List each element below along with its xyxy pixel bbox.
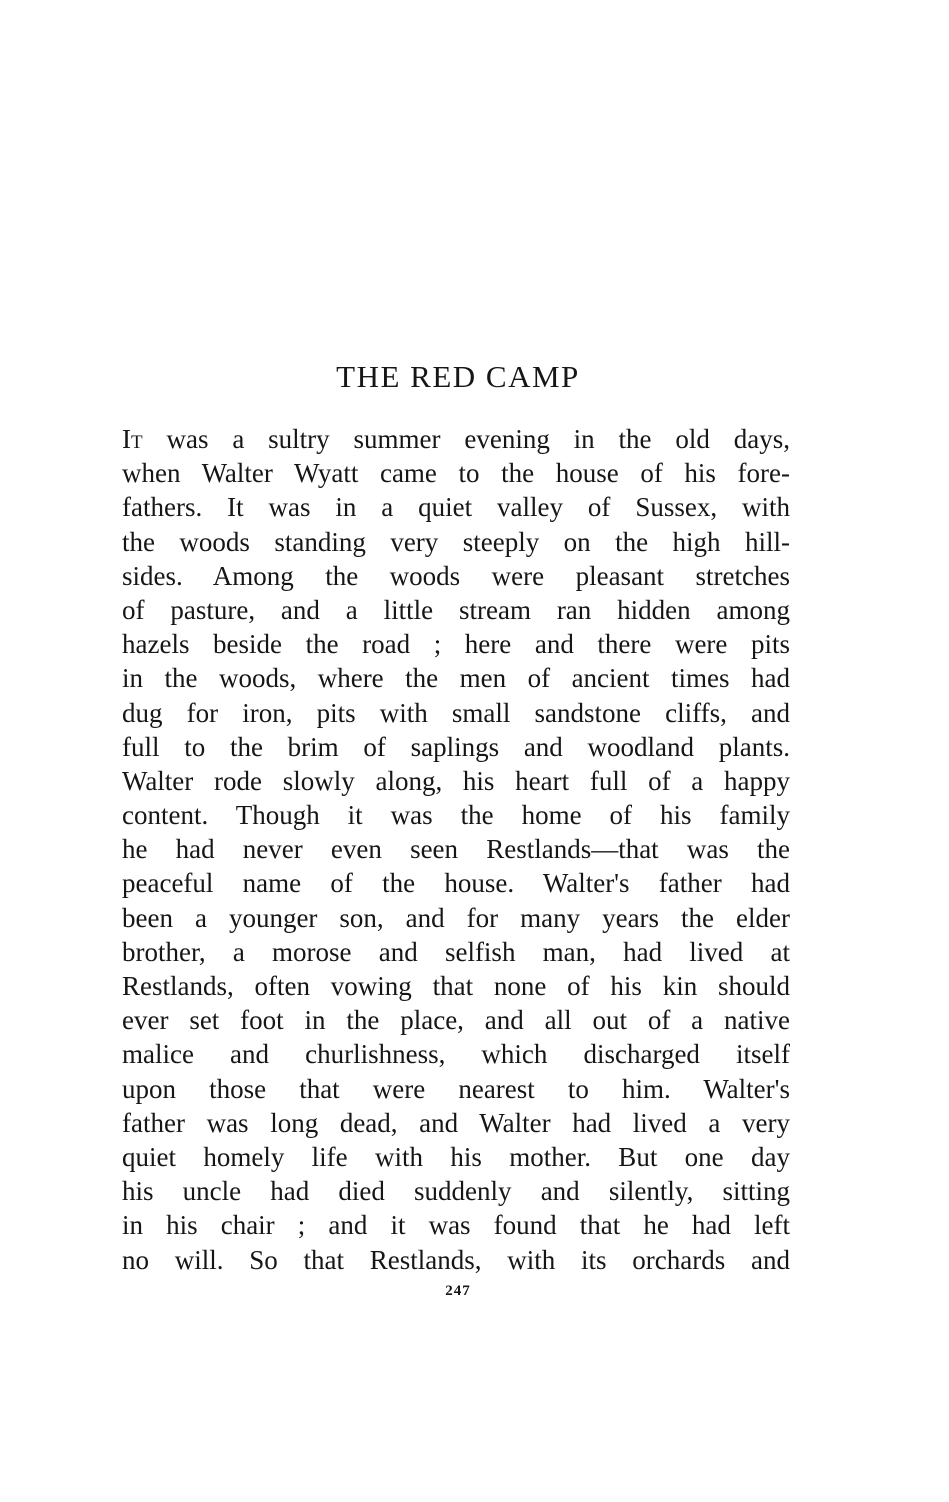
- text-line: father was long dead, and Walter had lived a very: [122, 1107, 790, 1138]
- text-line: been a younger son, and for many years the elder: [122, 902, 790, 933]
- text-line: fathers. It was in a quiet valley of Sussex, with: [122, 492, 790, 523]
- text-line: [122, 422, 790, 456]
- text-line: malice and churlishness, which discharged itself: [122, 1039, 790, 1070]
- text-line: content. Though it was the home of his family: [122, 800, 790, 831]
- text-line: in the woods, where the men of ancient times had: [122, 663, 790, 694]
- chapter-title: THE RED CAMP: [336, 359, 580, 394]
- text-line: no will. So that Restlands, with its orchards and: [122, 1244, 790, 1275]
- text-line: Restlands, often vowing that none of his kin should: [122, 971, 790, 1001]
- drop-word: It: [122, 424, 143, 454]
- text-line: brother, a morose and selfish man, had lived at: [122, 936, 790, 967]
- text-line-content: was a sultry summer evening in the old days,: [142, 424, 790, 454]
- text-line: quiet homely life with his mother. But one day: [122, 1141, 790, 1172]
- text-line: ever set foot in the place, and all out of a native: [122, 1005, 790, 1036]
- text-line: when Walter Wyatt came to the house of his fore-: [122, 458, 790, 489]
- text-line: full to the brim of saplings and woodland plants.: [122, 731, 790, 762]
- text-line: in his chair ; and it was found that he had left: [122, 1210, 790, 1241]
- text-line: upon those that were nearest to him. Walter's: [122, 1073, 790, 1104]
- body-text: [122, 422, 790, 1277]
- text-line: dug for iron, pits with small sandstone cliffs, and: [122, 697, 790, 728]
- text-line: of pasture, and a little stream ran hidden among: [122, 594, 790, 625]
- text-line: he had never even seen Restlands—that was the: [122, 834, 790, 865]
- text-line: sides. Among the woods were pleasant stretches: [122, 560, 790, 591]
- text-line: the woods standing very steeply on the high hill-: [122, 526, 790, 557]
- text-line: Walter rode slowly along, his heart full of a happy: [122, 765, 790, 796]
- text-line: hazels beside the road ; here and there were pits: [122, 629, 790, 660]
- text-line: peaceful name of the house. Walter's father had: [122, 868, 790, 899]
- page-number: 247: [445, 1283, 471, 1299]
- text-line: his uncle had died suddenly and silently, sitting: [122, 1176, 790, 1207]
